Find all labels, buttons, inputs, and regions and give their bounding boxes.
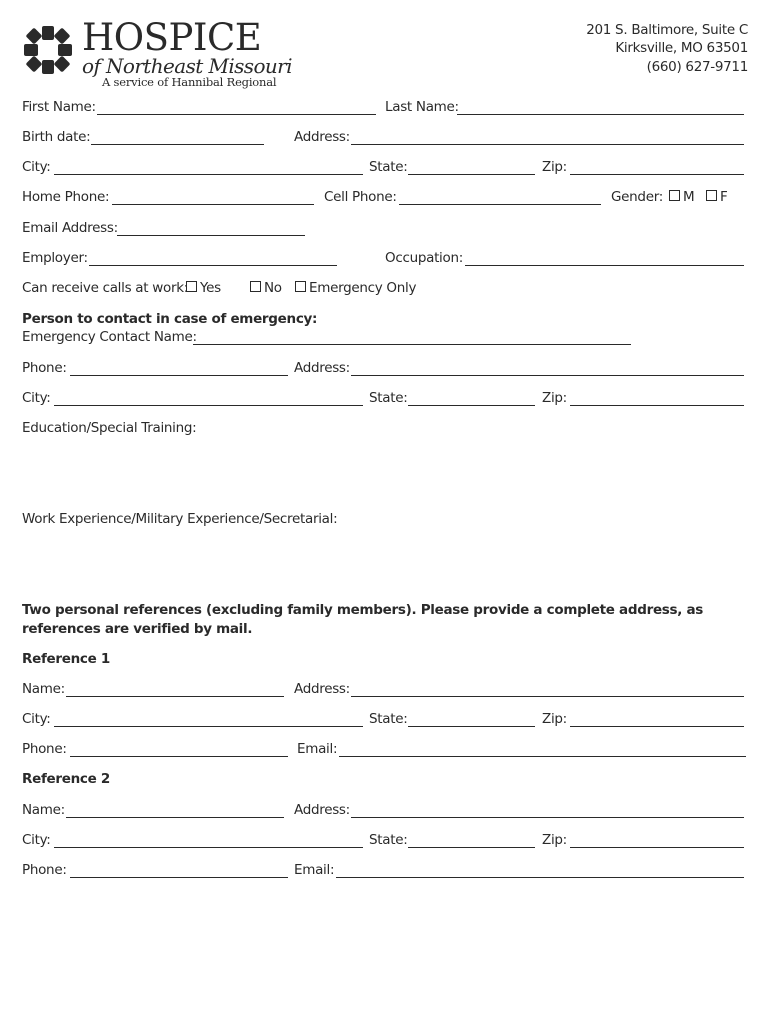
ref1-phone-label: Phone: bbox=[22, 741, 67, 757]
last-name-field[interactable] bbox=[457, 114, 744, 115]
reference2-heading: Reference 2 bbox=[22, 771, 110, 787]
can-receive-calls-label: Can receive calls at work: bbox=[22, 280, 188, 296]
org-phone: (660) 627-9711 bbox=[646, 59, 748, 75]
org-subtitle: of Northeast Missouri bbox=[82, 54, 292, 78]
first-name-label: First Name: bbox=[22, 99, 96, 115]
calls-yes-option[interactable]: Yes bbox=[186, 280, 221, 296]
birth-date-field[interactable] bbox=[91, 144, 264, 145]
ref2-address-label: Address: bbox=[294, 802, 350, 818]
ref1-address-field[interactable] bbox=[351, 696, 744, 697]
address-field[interactable] bbox=[351, 144, 744, 145]
org-name: HOSPICE bbox=[82, 16, 262, 59]
ref1-city-field[interactable] bbox=[54, 726, 363, 727]
calls-no-option[interactable]: No bbox=[250, 280, 282, 296]
ref2-city-field[interactable] bbox=[54, 847, 363, 848]
checkbox-icon bbox=[669, 190, 680, 201]
emergency-city-field[interactable] bbox=[54, 405, 363, 406]
references-heading: Two personal references (excluding family members). Please provide a complete address, as references are verified by mail. bbox=[22, 602, 704, 637]
zip-field[interactable] bbox=[570, 174, 744, 175]
address-line1: 201 S. Baltimore, Suite C bbox=[586, 22, 748, 38]
emergency-heading: Person to contact in case of emergency: bbox=[22, 311, 318, 327]
ref2-name-field[interactable] bbox=[66, 817, 284, 818]
birth-date-label: Birth date: bbox=[22, 129, 91, 145]
ref1-email-field[interactable] bbox=[339, 756, 746, 757]
emergency-phone-label: Phone: bbox=[22, 360, 67, 376]
ref2-name-label: Name: bbox=[22, 802, 65, 818]
ref2-phone-label: Phone: bbox=[22, 862, 67, 878]
hospice-logo-icon bbox=[22, 24, 74, 76]
work-experience-area[interactable] bbox=[22, 531, 744, 597]
ref1-address-label: Address: bbox=[294, 681, 350, 697]
address-line2: Kirksville, MO 63501 bbox=[615, 40, 748, 56]
ref2-address-field[interactable] bbox=[351, 817, 744, 818]
emergency-state-field[interactable] bbox=[408, 405, 535, 406]
checkbox-icon bbox=[186, 281, 197, 292]
address-label: Address: bbox=[294, 129, 350, 145]
home-phone-field[interactable] bbox=[112, 204, 314, 205]
emergency-zip-field[interactable] bbox=[570, 405, 744, 406]
ref1-name-field[interactable] bbox=[66, 696, 284, 697]
ref2-state-label: State: bbox=[369, 832, 408, 848]
first-name-field[interactable] bbox=[97, 114, 376, 115]
org-tagline: A service of Hannibal Regional bbox=[102, 75, 277, 89]
ref2-zip-field[interactable] bbox=[570, 847, 744, 848]
ref1-zip-label: Zip: bbox=[542, 711, 567, 727]
state-field[interactable] bbox=[408, 174, 535, 175]
emergency-zip-label: Zip: bbox=[542, 390, 567, 406]
gender-m-option[interactable]: M bbox=[669, 189, 694, 205]
ref1-state-label: State: bbox=[369, 711, 408, 727]
home-phone-label: Home Phone: bbox=[22, 189, 110, 205]
emergency-address-field[interactable] bbox=[351, 375, 744, 376]
zip-label: Zip: bbox=[542, 159, 567, 175]
occupation-field[interactable] bbox=[465, 265, 744, 266]
ref1-zip-field[interactable] bbox=[570, 726, 744, 727]
ref2-email-field[interactable] bbox=[336, 877, 744, 878]
emergency-city-label: City: bbox=[22, 390, 51, 406]
city-label: City: bbox=[22, 159, 51, 175]
last-name-label: Last Name: bbox=[385, 99, 459, 115]
emergency-address-label: Address: bbox=[294, 360, 350, 376]
emergency-contact-name-field[interactable] bbox=[193, 344, 631, 345]
ref1-phone-field[interactable] bbox=[70, 756, 288, 757]
emergency-phone-field[interactable] bbox=[70, 375, 288, 376]
checkbox-icon bbox=[250, 281, 261, 292]
state-label: State: bbox=[369, 159, 408, 175]
ref2-email-label: Email: bbox=[294, 862, 335, 878]
cell-phone-field[interactable] bbox=[399, 204, 601, 205]
work-experience-label: Work Experience/Military Experience/Secretarial: bbox=[22, 511, 338, 527]
ref2-city-label: City: bbox=[22, 832, 51, 848]
city-field[interactable] bbox=[54, 174, 363, 175]
emergency-state-label: State: bbox=[369, 390, 408, 406]
reference1-heading: Reference 1 bbox=[22, 651, 110, 667]
ref2-state-field[interactable] bbox=[408, 847, 535, 848]
checkbox-icon bbox=[295, 281, 306, 292]
ref2-phone-field[interactable] bbox=[70, 877, 288, 878]
ref1-name-label: Name: bbox=[22, 681, 65, 697]
employer-field[interactable] bbox=[89, 265, 337, 266]
calls-emergency-option[interactable]: Emergency Only bbox=[295, 280, 416, 296]
education-area[interactable] bbox=[22, 440, 744, 506]
ref1-email-label: Email: bbox=[297, 741, 338, 757]
email-label: Email Address: bbox=[22, 220, 118, 236]
ref2-zip-label: Zip: bbox=[542, 832, 567, 848]
education-label: Education/Special Training: bbox=[22, 420, 197, 436]
checkbox-icon bbox=[706, 190, 717, 201]
gender-label: Gender: bbox=[611, 189, 663, 205]
occupation-label: Occupation: bbox=[385, 250, 463, 266]
gender-f-option[interactable]: F bbox=[706, 189, 727, 205]
email-field[interactable] bbox=[117, 235, 305, 236]
emergency-contact-name-label: Emergency Contact Name: bbox=[22, 329, 197, 345]
ref1-city-label: City: bbox=[22, 711, 51, 727]
cell-phone-label: Cell Phone: bbox=[324, 189, 397, 205]
employer-label: Employer: bbox=[22, 250, 88, 266]
ref1-state-field[interactable] bbox=[408, 726, 535, 727]
